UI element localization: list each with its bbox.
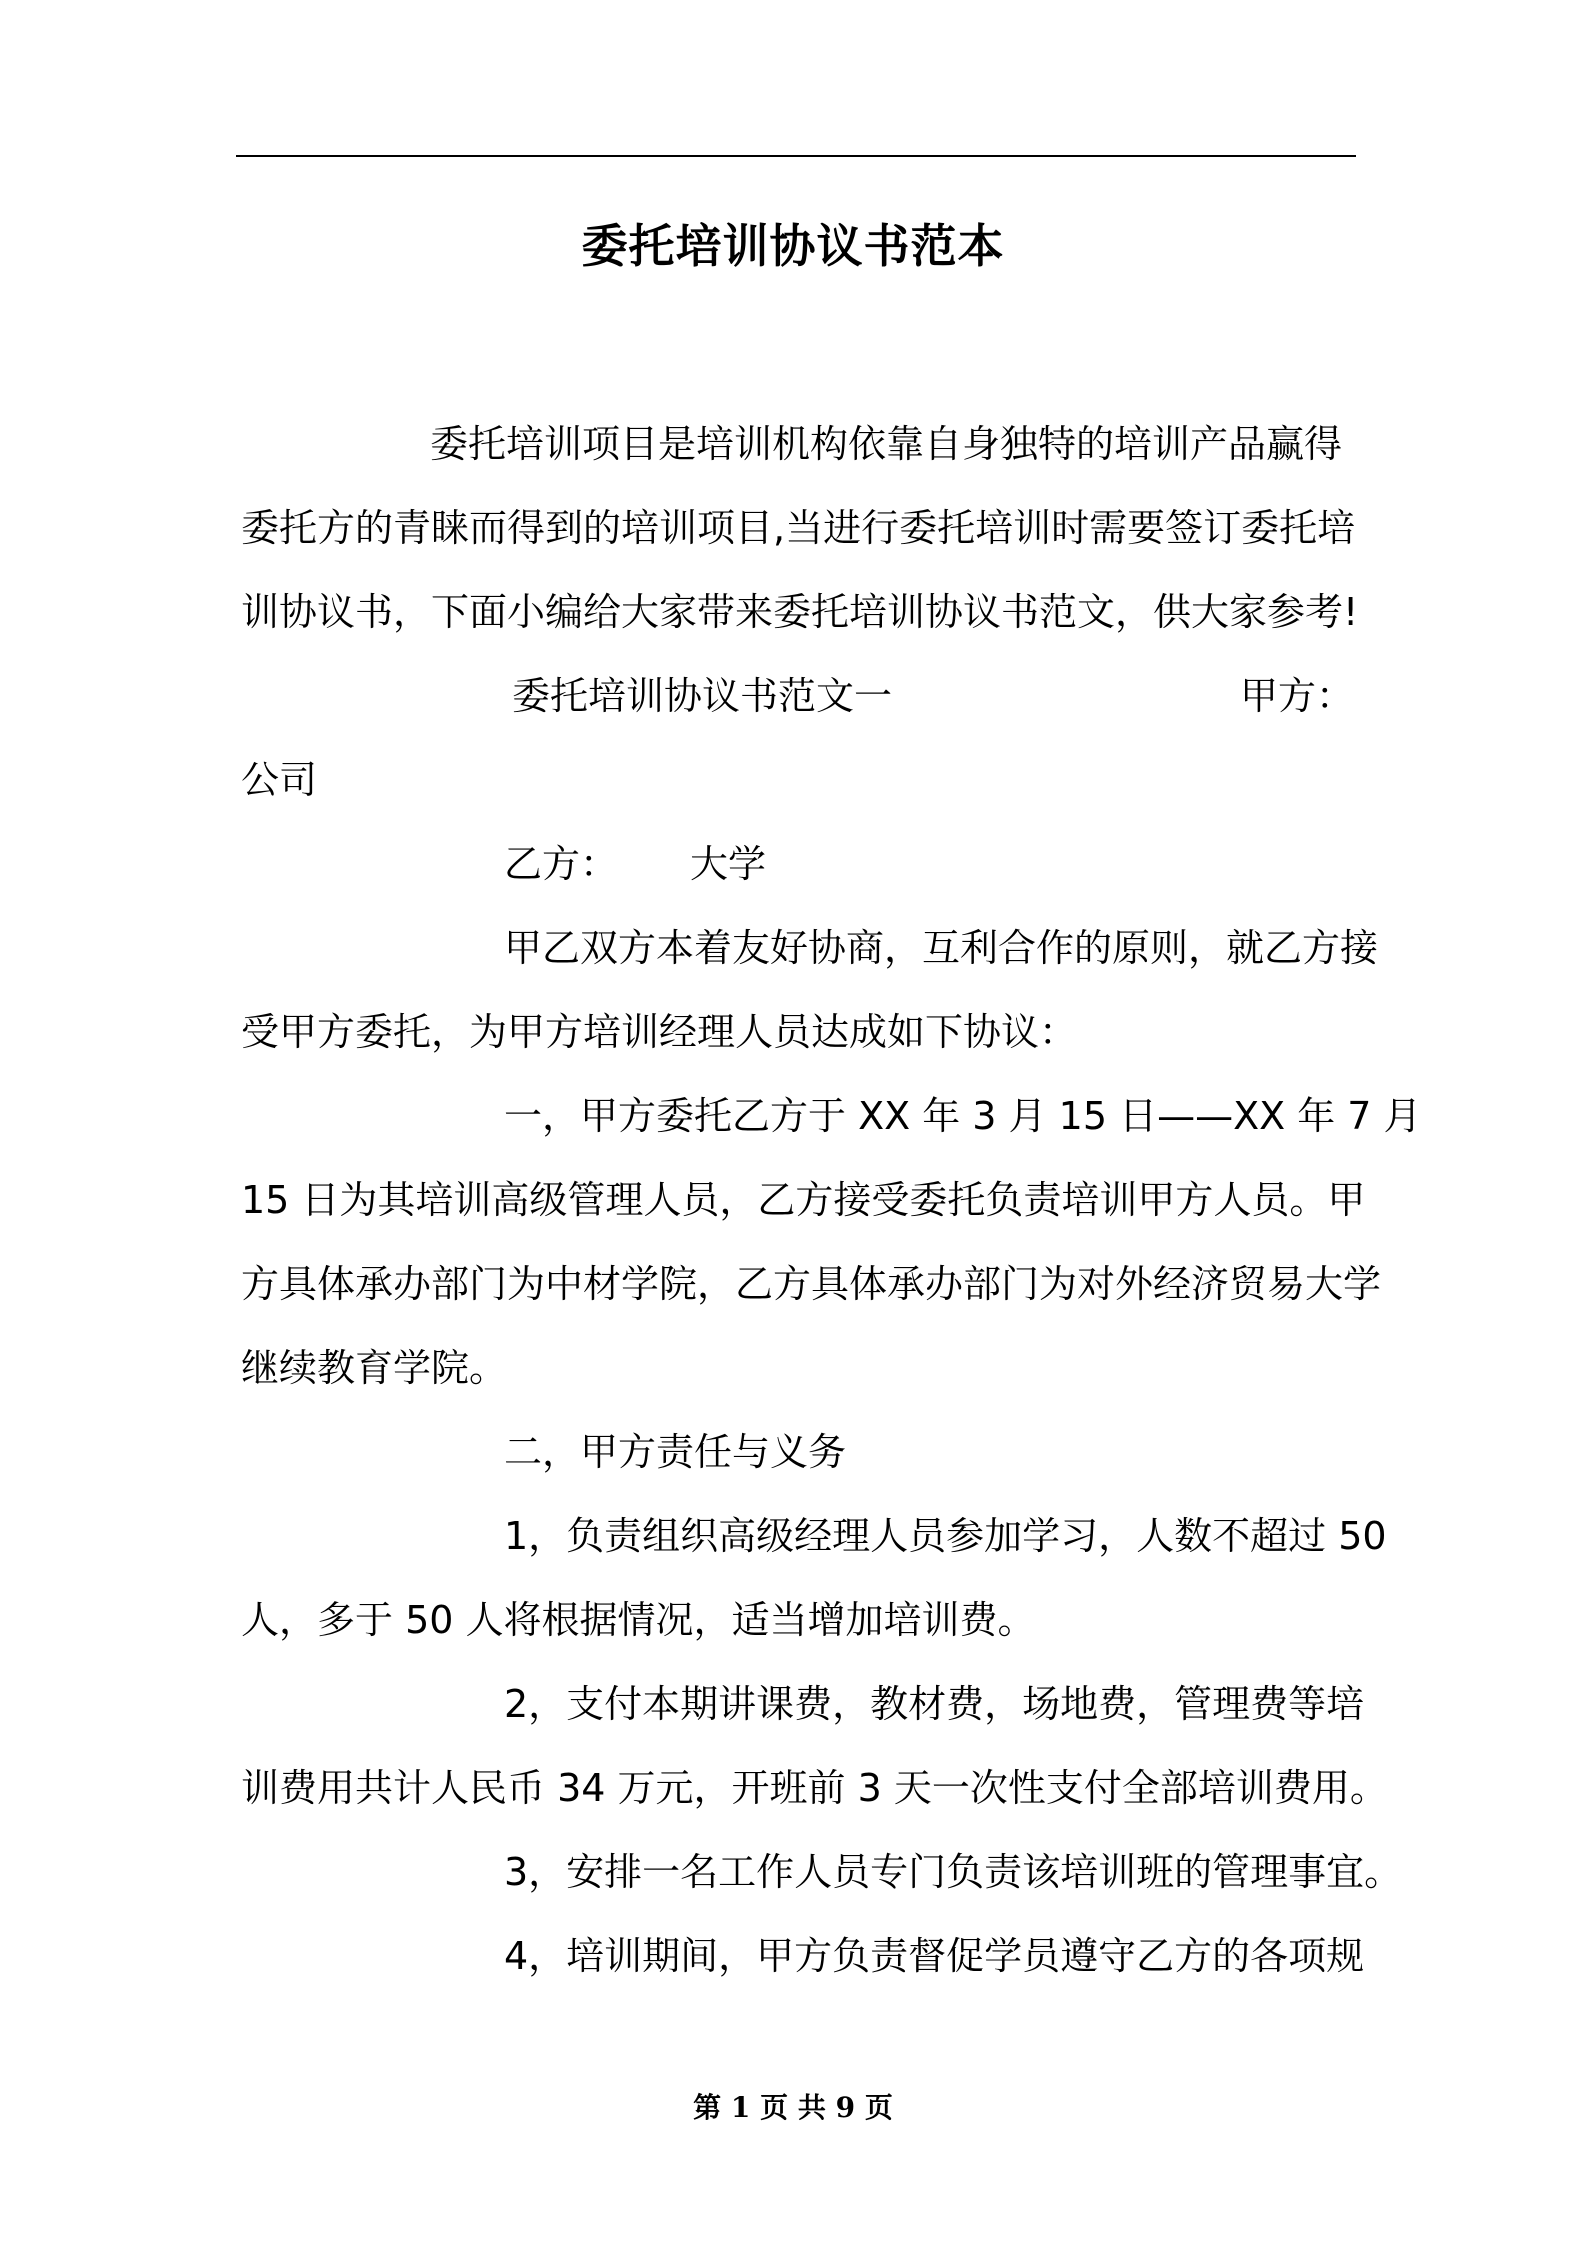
party-b-value: 大学 <box>690 842 767 886</box>
paragraph-line: 委托培训项目是培训机构依靠自身独特的培训产品赢得 <box>430 422 1343 466</box>
clause-line: 人，多于 50 人将根据情况，适当增加培训费。 <box>241 1598 1036 1642</box>
paragraph-line: 甲乙双方本着友好协商，互利合作的原则，就乙方接 <box>504 926 1379 970</box>
party-b-label: 乙方： <box>504 842 619 886</box>
clause-line: 4，培训期间，甲方负责督促学员遵守乙方的各项规 <box>504 1934 1365 1978</box>
header-rule <box>236 155 1356 157</box>
clause-line: 3，安排一名工作人员专门负责该培训班的管理事宜。 <box>504 1850 1403 1894</box>
clause-line: 训费用共计人民币 34 万元，开班前 3 天一次性支付全部培训费用。 <box>241 1766 1388 1810</box>
paragraph-line: 训协议书，下面小编给大家带来委托培训协议书范文，供大家参考! <box>241 590 1359 634</box>
paragraph-line: 委托方的青睐而得到的培训项目,当进行委托培训时需要签订委托培 <box>241 506 1356 550</box>
party-a-label: 甲方： <box>1240 674 1355 718</box>
clause-line: 2，支付本期讲课费，教材费，场地费，管理费等培 <box>504 1682 1365 1726</box>
clause-line: 一，甲方委托乙方于 XX 年 3 月 15 日——XX 年 7 月 <box>504 1094 1422 1138</box>
page-footer: 第 1 页 共 9 页 <box>693 2091 893 2124</box>
paragraph-line: 受甲方委托，为甲方培训经理人员达成如下协议： <box>241 1010 1078 1054</box>
clause-line: 方具体承办部门为中材学院，乙方具体承办部门为对外经济贸易大学 <box>241 1262 1382 1306</box>
document-title: 委托培训协议书范本 <box>581 219 1005 273</box>
section-heading: 委托培训协议书范文一 <box>512 674 893 718</box>
party-a-value: 公司 <box>241 758 318 802</box>
clause-line: 15 日为其培训高级管理人员，乙方接受委托负责培训甲方人员。甲 <box>241 1178 1366 1222</box>
clause-line: 继续教育学院。 <box>241 1346 508 1390</box>
clause-line: 1，负责组织高级经理人员参加学习，人数不超过 50 <box>504 1514 1387 1558</box>
section-heading: 二，甲方责任与义务 <box>504 1430 847 1474</box>
